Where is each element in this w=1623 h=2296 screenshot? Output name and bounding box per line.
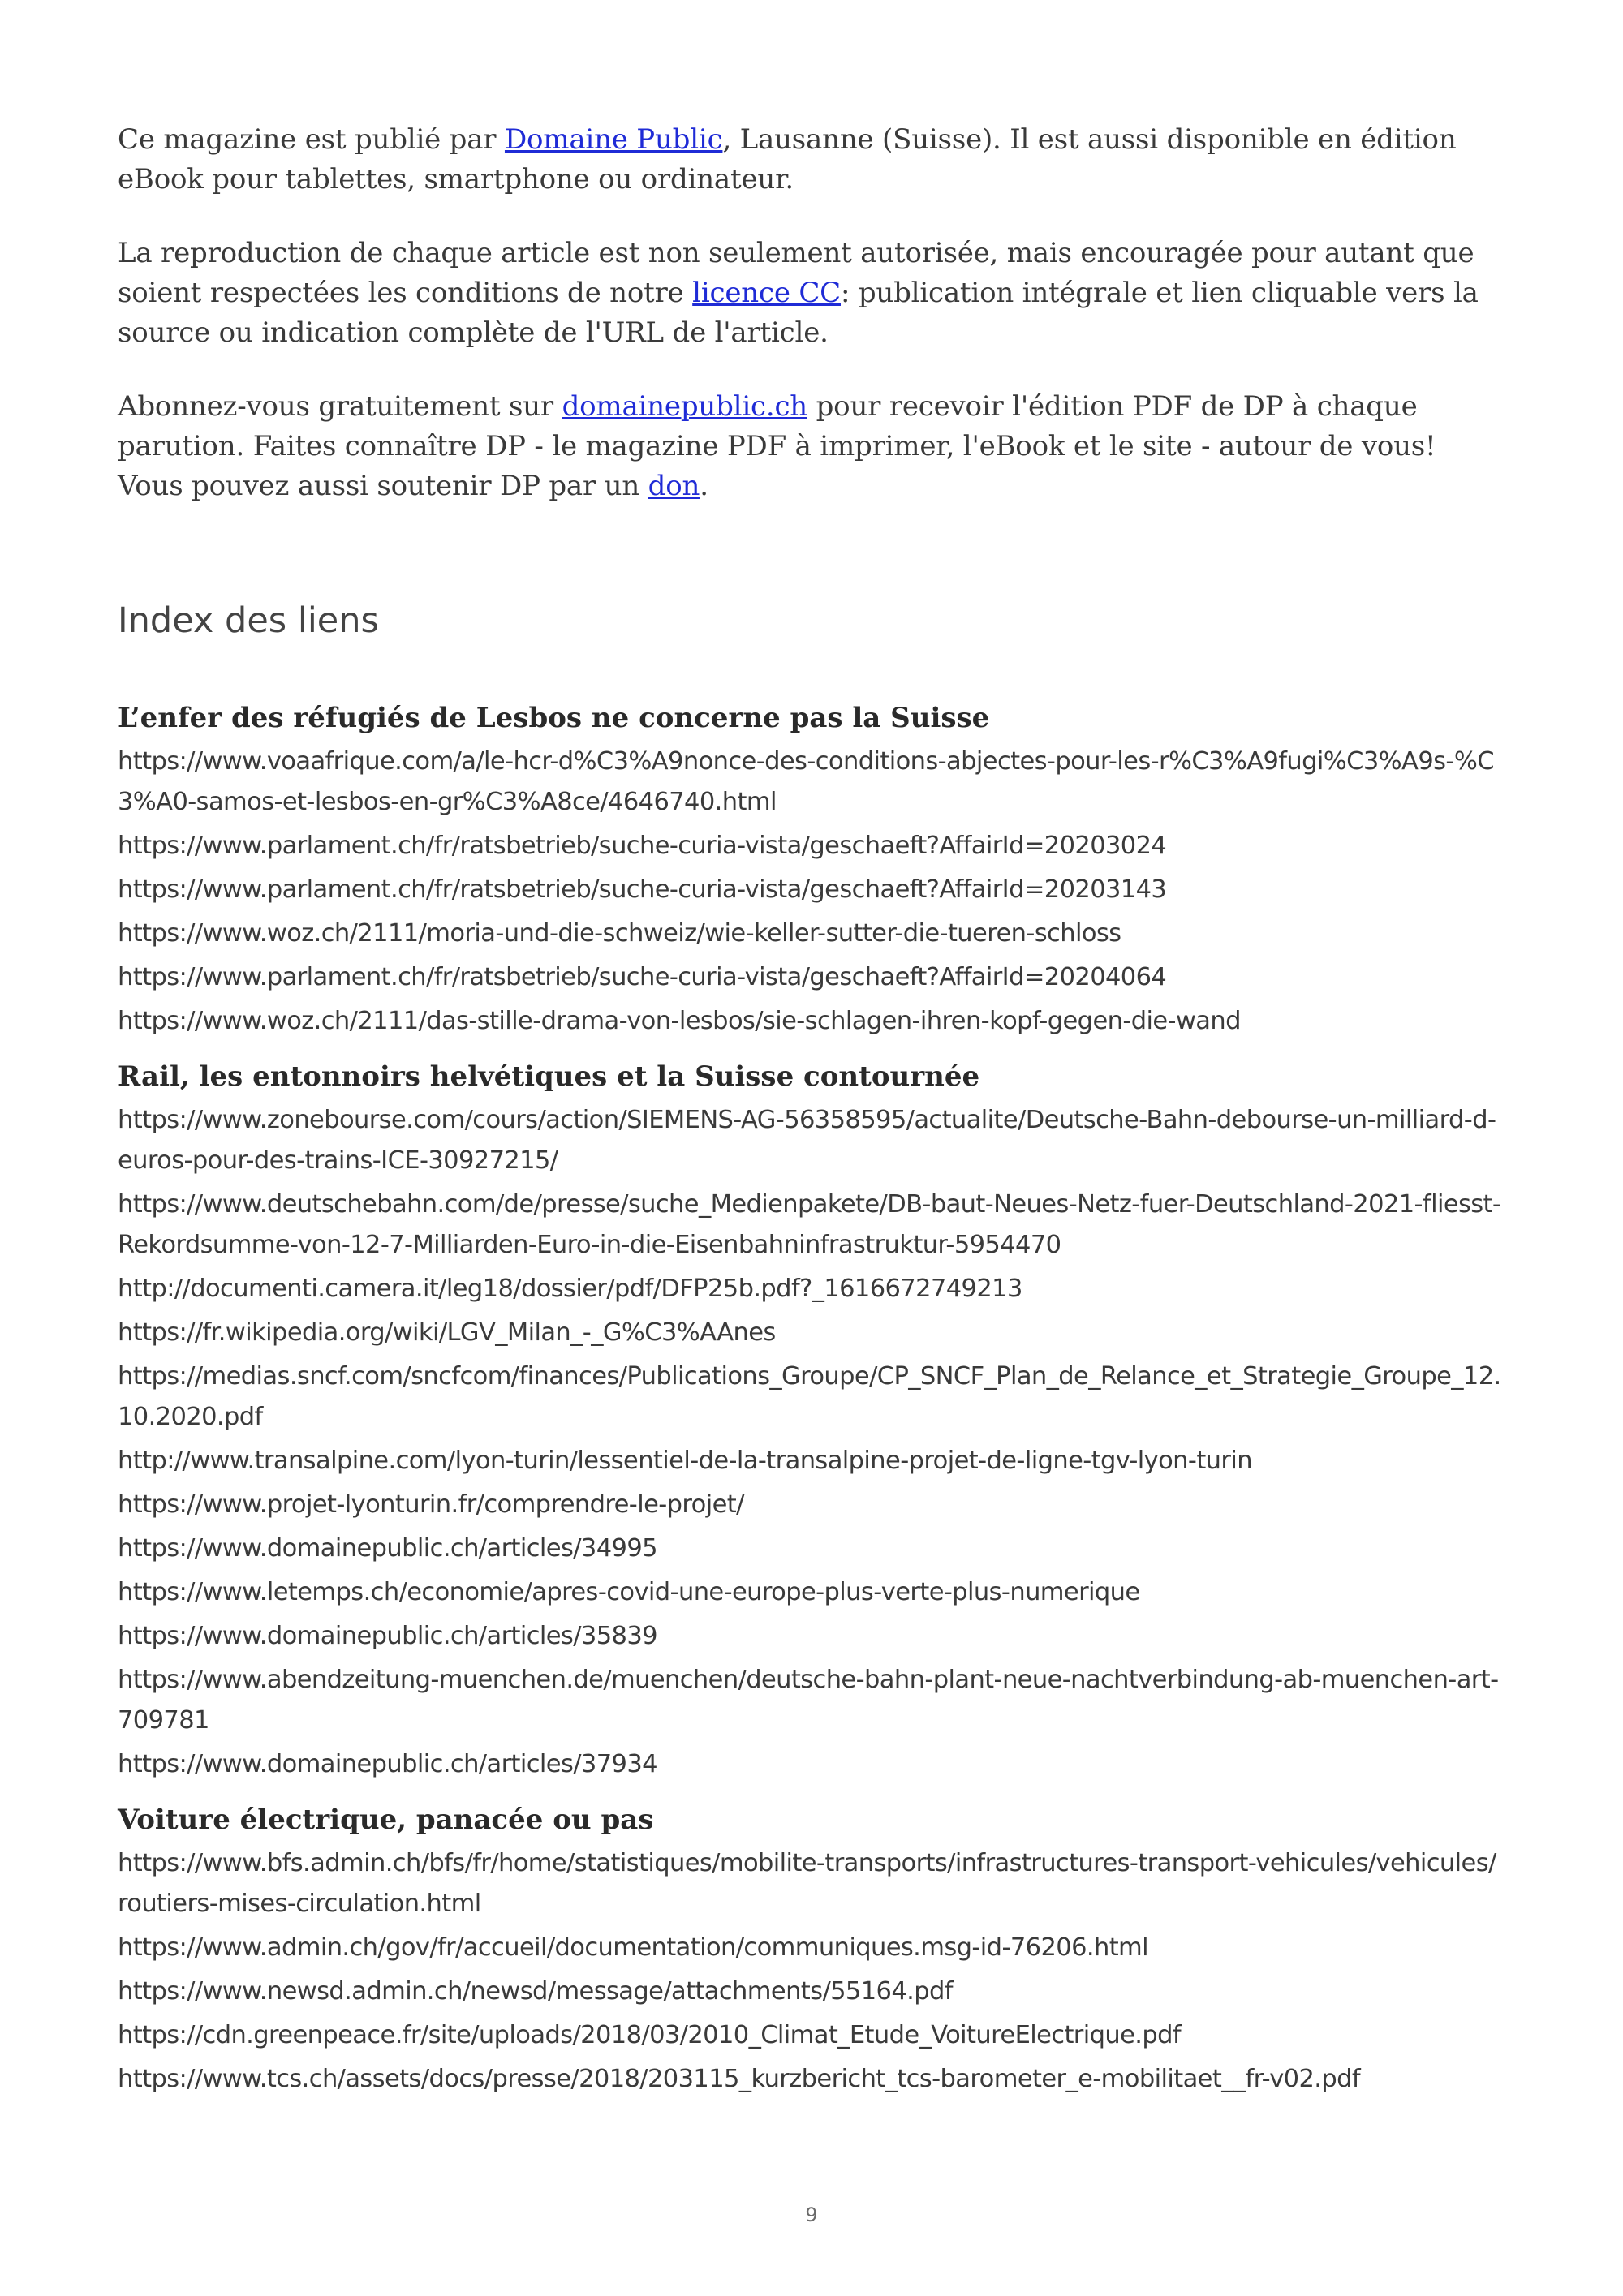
link-url[interactable]: https://cdn.greenpeace.fr/site/uploads/2018/03/2010_Climat_Etude_VoitureElectrique.pdf [118,2021,1182,2049]
section-title: L’enfer des réfugiés de Lesbos ne concerne pas la Suisse [118,702,990,734]
domainepublic-link[interactable]: domainepublic.ch [562,390,807,423]
link-url[interactable]: https://www.woz.ch/2111/moria-und-die-schweiz/wie-keller-sutter-die-tueren-schloss [118,919,1121,948]
index-title: Index des liens [118,600,379,641]
text-span: La reproduction de chaque article est non seulement autorisée, mais encouragée pour autant que soient respectées les conditions de notre [118,237,1474,309]
link-url[interactable]: https://fr.wikipedia.org/wiki/LGV_Milan_-_G%C3%AAnes [118,1318,776,1347]
link-index [118,698,1505,2100]
license-paragraph [118,234,1505,353]
link-url[interactable]: https://www.deutschebahn.com/de/presse/suche_Medienpakete/DB-baut-Neues-Netz-fuer-Deutschland-2021-fliesst-Rekordsumme-von-12-7-Milliarden-Euro-in-die-Eisenbahninfrastruktur-5954470 [118,1190,1501,1259]
link-url[interactable]: http://www.transalpine.com/lyon-turin/lessentiel-de-la-transalpine-projet-de-ligne-tgv-lyon-turin [118,1447,1252,1475]
don-link[interactable]: don [648,470,700,502]
link-url[interactable]: https://www.newsd.admin.ch/newsd/message/attachments/55164.pdf [118,1977,953,2006]
link-url[interactable]: https://www.tcs.ch/assets/docs/presse/2018/203115_kurzbericht_tcs-barometer_e-mobilitaet__fr-v02.pdf [118,2065,1361,2093]
text-span: . [700,470,708,502]
text-span: Abonnez-vous gratuitement sur [118,390,562,423]
text-span: Ce magazine est publié par [118,123,505,156]
page-number: 9 [805,2204,818,2226]
link-section [118,1056,1505,1785]
link-url[interactable]: https://www.projet-lyonturin.fr/comprendre-le-projet/ [118,1490,744,1519]
link-section [118,698,1505,1042]
section-title: Voiture électrique, panacée ou pas [118,1804,654,1836]
link-url[interactable]: https://www.woz.ch/2111/das-stille-drama-von-lesbos/sie-schlagen-ihren-kopf-gegen-die-wand [118,1007,1241,1035]
intro-block [118,120,1505,506]
link-url[interactable]: https://www.voaafrique.com/a/le-hcr-d%C3%A9nonce-des-conditions-abjectes-pour-les-r%C3%A9fugi%C3%A9s-%C3%A0-samos-et-lesbos-en-gr%C3%A8ce/4646740.html [118,747,1494,816]
link-url[interactable]: https://www.parlament.ch/fr/ratsbetrieb/suche-curia-vista/geschaeft?AffairId=20204064 [118,963,1167,991]
domaine-public-link[interactable]: Domaine Public [504,123,723,156]
link-url[interactable]: https://www.bfs.admin.ch/bfs/fr/home/statistiques/mobilite-transports/infrastructures-transport-vehicules/vehicules/routiers-mises-circulation.html [118,1849,1496,1918]
link-url[interactable]: https://www.letemps.ch/economie/apres-covid-une-europe-plus-verte-plus-numerique [118,1578,1140,1606]
licence-cc-link[interactable]: licence CC [692,277,841,309]
subscribe-paragraph [118,387,1505,506]
link-url[interactable]: https://www.admin.ch/gov/fr/accueil/documentation/communiques.msg-id-76206.html [118,1933,1149,1962]
link-section [118,1799,1505,2100]
publisher-paragraph [118,120,1505,200]
link-url[interactable]: https://www.parlament.ch/fr/ratsbetrieb/suche-curia-vista/geschaeft?AffairId=20203143 [118,875,1167,904]
link-url[interactable]: https://www.domainepublic.ch/articles/37934 [118,1750,657,1778]
link-url[interactable]: https://www.domainepublic.ch/articles/35839 [118,1622,657,1650]
link-url[interactable]: http://documenti.camera.it/leg18/dossier/pdf/DFP25b.pdf?_1616672749213 [118,1275,1022,1303]
section-title: Rail, les entonnoirs helvétiques et la Suisse contournée [118,1060,980,1093]
link-url[interactable]: https://www.domainepublic.ch/articles/34995 [118,1534,657,1563]
text-span: , Lausanne (Suisse). Il est aussi disponible en édition eBook pour tablettes, smartphone ou ordinateur. [118,123,1457,196]
link-url[interactable]: https://medias.sncf.com/sncfcom/finances/Publications_Groupe/CP_SNCF_Plan_de_Relance_et_Strategie_Groupe_12.10.2020.pdf [118,1362,1501,1431]
text-span: pour recevoir l'édition PDF de DP à chaque parution. Faites connaître DP - le magazine PDF à imprimer, l'eBook et le site - autour de vous! Vous pouvez aussi soutenir DP par un [118,390,1436,502]
text-span: : publication intégrale et lien cliquable vers la source ou indication complète de l'URL de l'article. [118,277,1479,349]
link-url[interactable]: https://www.zonebourse.com/cours/action/SIEMENS-AG-56358595/actualite/Deutsche-Bahn-debourse-un-milliard-d-euros-pour-des-trains-ICE-30927215/ [118,1106,1496,1175]
link-url[interactable]: https://www.parlament.ch/fr/ratsbetrieb/suche-curia-vista/geschaeft?AffairId=20203024 [118,832,1167,860]
link-url[interactable]: https://www.abendzeitung-muenchen.de/muenchen/deutsche-bahn-plant-neue-nachtverbindung-ab-muenchen-art-709781 [118,1666,1499,1735]
